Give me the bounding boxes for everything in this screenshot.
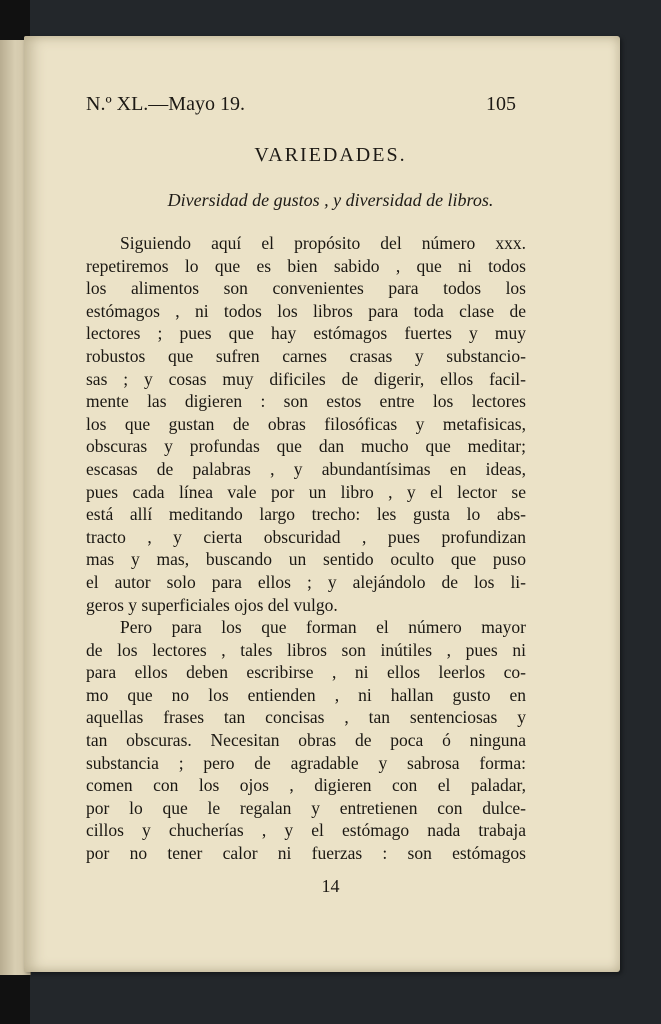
article-subtitle: Diversidad de gustos , y diversidad de libros. (167, 190, 494, 210)
text-line: tan obscuras. Necesitan obras de poca ó ninguna (86, 730, 526, 751)
text-line: lectores ; pues que hay estómagos fuertes y muy (86, 323, 526, 344)
text-line: substancia ; pero de agradable y sabrosa forma: (86, 752, 526, 773)
text-line: sas ; y cosas muy dificiles de digerir, ellos facil- (86, 368, 526, 389)
text-line: por lo que le regalan y entretienen con dulce- (86, 797, 526, 818)
text-line: los alimentos son convenientes para todos los (86, 278, 526, 299)
text-line: aquellas frases tan concisas , tan sentenciosas y (86, 707, 526, 728)
page-number: 105 (486, 93, 516, 115)
text-line: el autor solo para ellos ; y alejándolo de los li- (86, 571, 526, 592)
text-line: Pero para los que forman el número mayor (120, 617, 526, 638)
text-line: comen con los ojos , digieren con el paladar, (86, 775, 526, 796)
issue-date: N.º XL.—Mayo 19. (86, 93, 245, 115)
text-line: mente las digieren : son estos entre los lectores (86, 391, 526, 412)
text-line: pues cada línea vale por un libro , y el lector se (86, 481, 526, 502)
text-line: está allí meditando largo trecho: les gusta lo abs- (86, 504, 526, 525)
text-line: tracto , y cierta obscuridad , pues profundizan (86, 526, 526, 547)
section-title: VARIEDADES. (254, 144, 407, 166)
text-line: Siguiendo aquí el propósito del número xxx. (120, 233, 526, 253)
running-header (86, 93, 516, 119)
text-line: mas y mas, buscando un sentido oculto que puso (86, 549, 526, 570)
text-line: obscuras y profundas que dan mucho que meditar; (86, 436, 526, 457)
body-text (86, 232, 526, 865)
text-line: mo que no los entienden , ni hallan gusto en (86, 684, 526, 705)
text-line: los que gustan de obras filosóficas y metafisicas, (86, 413, 526, 434)
text-line: geros y superficiales ojos del vulgo. (86, 594, 338, 615)
text-line: escasas de palabras , y abundantísimas en ideas, (86, 458, 526, 479)
text-line: robustos que sufren carnes crasas y substancio- (86, 345, 526, 366)
text-line: por no tener calor ni fuerzas : son estómagos (86, 843, 526, 864)
text-line: estómagos , ni todos los libros para toda clase de (86, 300, 526, 321)
signature-mark: 14 (321, 876, 340, 896)
text-line: de los lectores , tales libros son inútiles , pues ni (86, 639, 526, 660)
text-line: repetiremos lo que es bien sabido , que ni todos (86, 255, 526, 276)
text-line: para ellos deben escribirse , ni ellos leerlos co- (86, 662, 526, 683)
text-line: cillos y chucherías , y el estómago nada trabaja (86, 820, 526, 841)
